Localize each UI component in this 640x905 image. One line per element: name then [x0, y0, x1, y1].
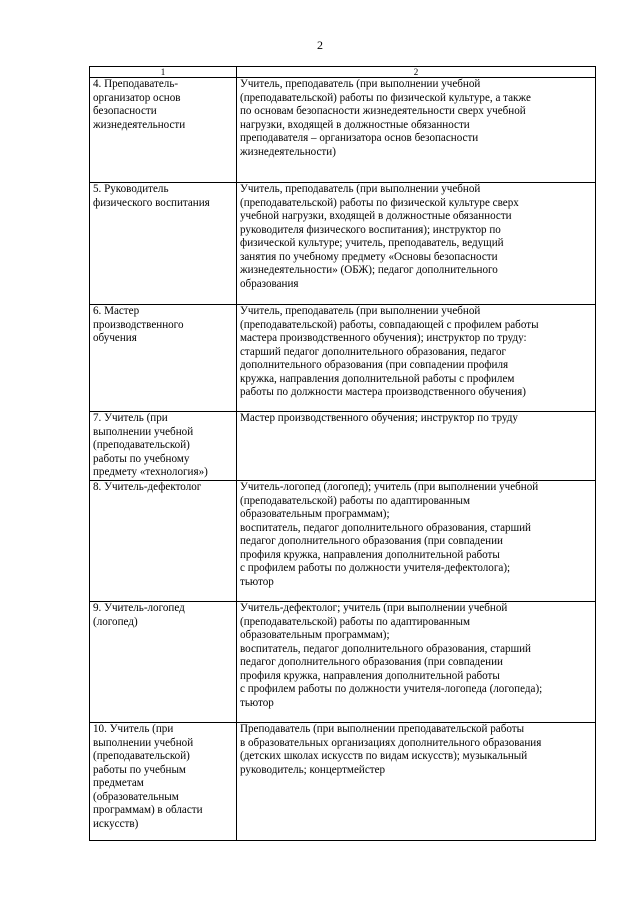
equivalent-line: (преподавательской) работы, совпадающей с профилем работы [240, 318, 539, 331]
equivalent-line: Мастер производственного обучения; инструктор по труду [240, 412, 518, 424]
equivalent-line: работы по должности мастера производственного обучения) [240, 386, 526, 398]
equivalent-line: (детских школах искусств по видам искусств); музыкальный [240, 750, 528, 762]
position-line: организатор основ [93, 91, 181, 104]
table-row [90, 305, 596, 412]
equivalent-line: Учитель, преподаватель (при выполнении учебной [240, 78, 481, 90]
equivalent-positions-cell [237, 412, 596, 481]
equivalent-line: жизнедеятельности» (ОБЖ); педагог дополнительного [240, 264, 498, 276]
equivalent-line: руководителя физического воспитания); инструктор по [240, 223, 501, 236]
table-row [90, 183, 596, 305]
position-line: жизнедеятельности [93, 118, 186, 131]
position-line: выполнении учебной [93, 425, 194, 438]
equivalent-line: тьютор [240, 575, 274, 588]
equivalent-line: (преподавательской) работы по адаптированным [240, 615, 471, 628]
equivalent-line: старший педагог дополнительного образования, педагог [240, 345, 507, 358]
equivalent-line: Учитель, преподаватель (при выполнении учебной [240, 183, 481, 195]
position-cell [90, 481, 237, 602]
table-row [90, 602, 596, 723]
equivalent-line: кружка, направления дополнительной работы с профилем [240, 372, 515, 385]
equivalent-line: Преподаватель (при выполнении преподавательской работы [240, 723, 525, 735]
position-line: 6. Мастер [93, 305, 140, 317]
position-line: (образовательным [93, 790, 179, 803]
table-body [90, 78, 596, 841]
equivalent-line: педагог дополнительного образования (при совпадении [240, 535, 503, 547]
position-line: 10. Учитель (при [93, 723, 174, 735]
equivalent-line: воспитатель, педагог дополнительного образования, старший [240, 521, 531, 534]
equivalent-line: воспитатель, педагог дополнительного образования, старший [240, 642, 531, 655]
equivalent-positions-cell [237, 723, 596, 841]
position-line: 5. Руководитель [93, 183, 169, 195]
position-line: безопасности [93, 105, 157, 117]
equivalent-line: профиля кружка, направления дополнительной работы [240, 669, 500, 682]
equivalent-positions-cell [237, 305, 596, 412]
position-cell [90, 723, 237, 841]
table-row [90, 78, 596, 183]
table-header-row [90, 67, 596, 78]
equivalent-line: (преподавательской) работы по физической культуре, а также [240, 91, 531, 104]
equivalent-positions-cell [237, 481, 596, 602]
equivalent-line: (преподавательской) работы по физической культуре сверх [240, 196, 519, 209]
equivalent-positions-cell [237, 78, 596, 183]
equivalent-line: профиля кружка, направления дополнительной работы [240, 548, 500, 561]
position-line: (логопед) [93, 615, 138, 628]
table-row [90, 723, 596, 841]
position-line: 9. Учитель-логопед [93, 602, 185, 614]
position-line: работы по учебным [93, 763, 186, 776]
equivalent-line: занятия по учебному предмету «Основы безопасности [240, 250, 498, 263]
page-number: 2 [317, 38, 323, 52]
position-line: 8. Учитель-дефектолог [93, 481, 202, 493]
equivalent-line: дополнительного образования (при совпадении профиля [240, 359, 509, 371]
equivalent-line: физической культуре; учитель, преподаватель, ведущий [240, 237, 504, 249]
equivalent-line: учебной нагрузки, входящей в должностные обязанности [240, 210, 512, 222]
equivalent-line: в образовательных организациях дополнительного образования [240, 736, 542, 749]
position-line: искусств) [93, 817, 139, 830]
position-line: (преподавательской) [93, 750, 190, 762]
table-row [90, 481, 596, 602]
equivalent-line: с профилем работы по должности учителя-дефектолога); [240, 562, 511, 574]
equivalent-line: (преподавательской) работы по адаптированным [240, 494, 471, 507]
position-line: 7. Учитель (при [93, 412, 168, 424]
position-cell [90, 305, 237, 412]
position-line: предмету «технология») [93, 466, 208, 478]
equivalent-line: по основам безопасности жизнедеятельности сверх учебной [240, 105, 526, 117]
equivalent-line: Учитель-дефектолог; учитель (при выполнении учебной [240, 602, 508, 614]
position-line: 4. Преподаватель- [93, 78, 179, 90]
position-line: физического воспитания [93, 196, 210, 209]
position-line: (преподавательской) [93, 439, 190, 451]
position-cell [90, 183, 237, 305]
position-cell [90, 602, 237, 723]
table-row [90, 412, 596, 481]
position-line: производственного [93, 318, 184, 331]
equivalent-line: педагог дополнительного образования (при совпадении [240, 656, 503, 668]
positions-table [89, 66, 596, 841]
column-header-1: 1 [90, 67, 237, 78]
equivalent-line: руководитель; концертмейстер [240, 763, 386, 776]
equivalent-positions-cell [237, 602, 596, 723]
position-line: программам) в области [93, 804, 203, 816]
equivalent-line: образовательным программам); [240, 629, 390, 641]
position-cell [90, 78, 237, 183]
position-line: выполнении учебной [93, 736, 194, 749]
equivalent-positions-cell [237, 183, 596, 305]
equivalent-line: жизнедеятельности) [240, 145, 336, 158]
equivalent-line: преподавателя – организатора основ безопасности [240, 132, 479, 144]
column-header-2: 2 [237, 67, 596, 78]
position-line: предметам [93, 777, 144, 789]
equivalent-line: тьютор [240, 696, 274, 709]
equivalent-line: с профилем работы по должности учителя-логопеда (логопеда); [240, 683, 543, 695]
equivalent-line: Учитель, преподаватель (при выполнении учебной [240, 305, 481, 317]
equivalent-line: образования [240, 277, 299, 290]
position-line: обучения [93, 332, 137, 344]
position-line: работы по учебному [93, 452, 190, 465]
equivalent-line: Учитель-логопед (логопед); учитель (при выполнении учебной [240, 481, 539, 493]
equivalent-line: нагрузки, входящей в должностные обязанности [240, 118, 470, 131]
equivalent-line: образовательным программам); [240, 508, 390, 520]
position-cell [90, 412, 237, 481]
equivalent-line: мастера производственного обучения); инструктор по труду: [240, 332, 527, 344]
